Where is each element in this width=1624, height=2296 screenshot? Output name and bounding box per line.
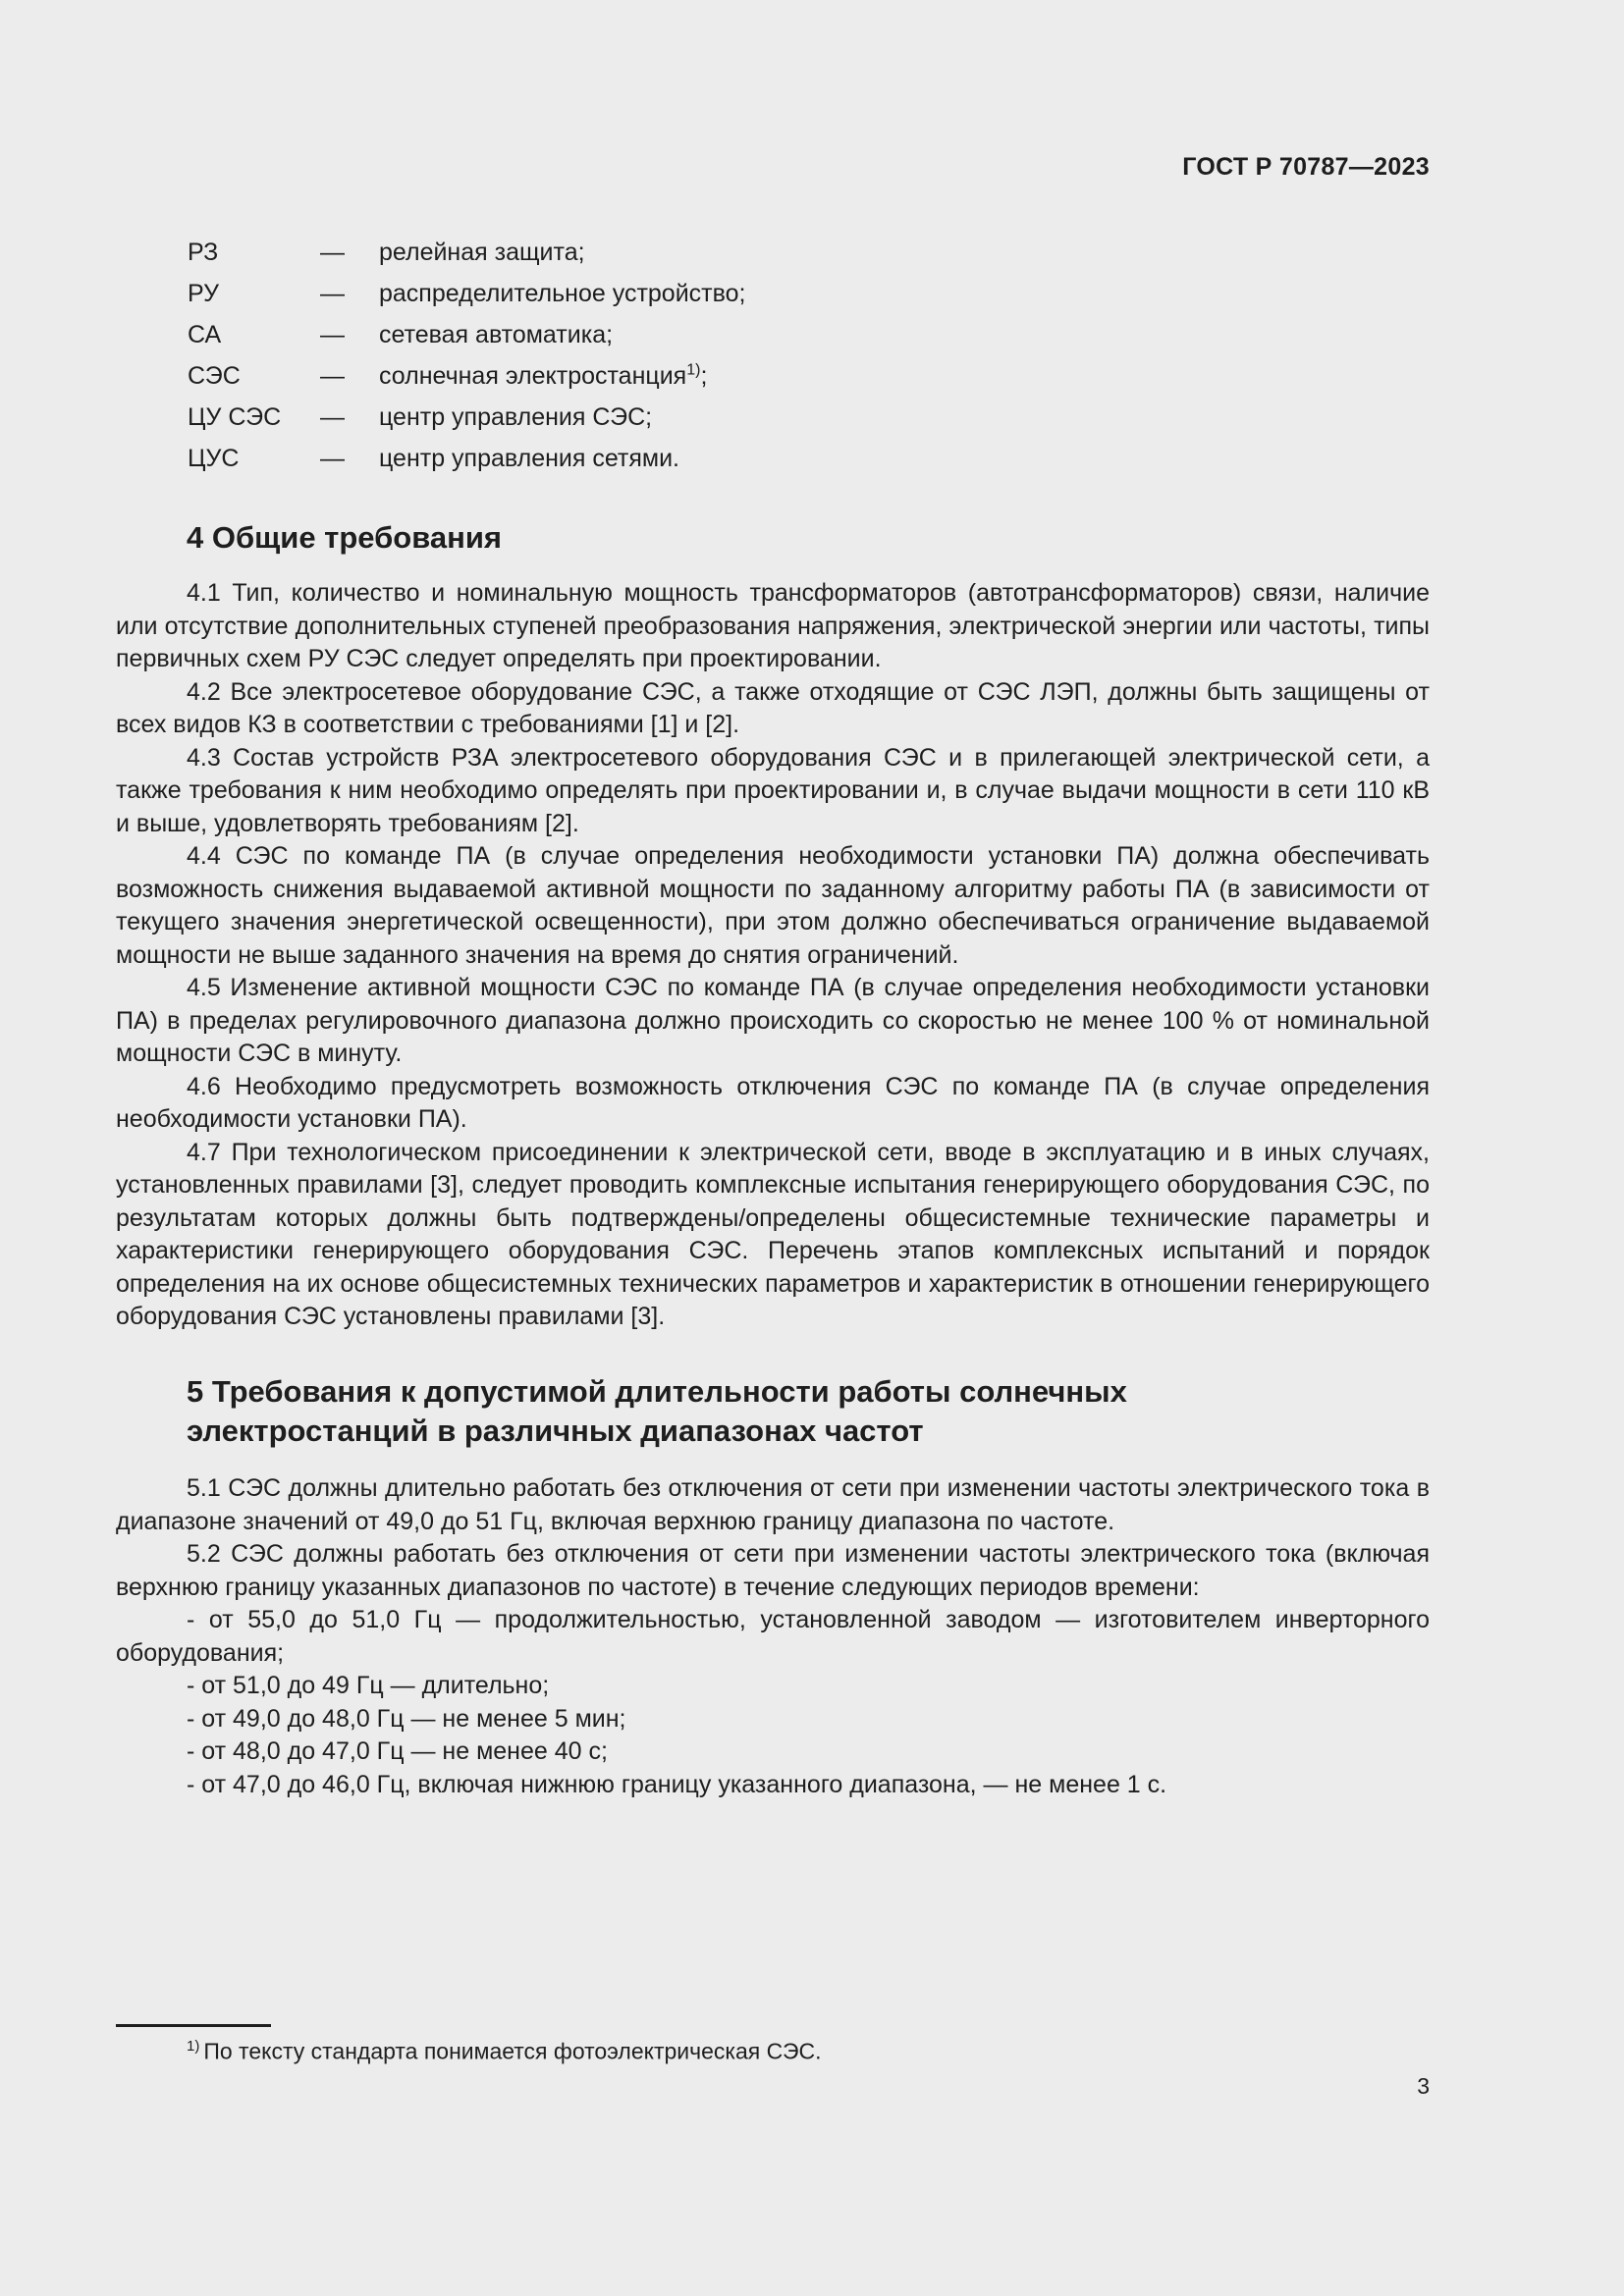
abbreviation-definition: релейная защита;: [379, 239, 585, 266]
abbreviation-term: РУ: [188, 280, 220, 307]
footnote-marker: 1): [187, 2038, 200, 2055]
abbreviation-definition: солнечная электростанция: [379, 362, 687, 390]
abbreviation-term: СЭС: [188, 362, 241, 390]
paragraph-4-6: 4.6 Необходимо предусмотреть возможность отключения СЭС по команде ПА (в случае определения необходимости установки ПА).: [116, 1072, 1430, 1133]
abbreviation-row: [188, 361, 745, 402]
abbreviation-definition: центр управления СЭС;: [379, 403, 653, 431]
paragraph-4-5: 4.5 Изменение активной мощности СЭС по команде ПА (в случае определения необходимости установки ПА) в пределах регулировочного диапазона должно происходить со скоростью не менее 100 % от номинальной мощности СЭС в минуту.: [116, 974, 1430, 1067]
abbreviation-row: [188, 402, 745, 444]
frequency-range-item: - от 48,0 до 47,0 Гц — не менее 40 с;: [187, 1737, 608, 1765]
abbreviation-dash: —: [320, 403, 345, 431]
abbreviation-dash: —: [320, 280, 345, 307]
paragraph-5-1: 5.1 СЭС должны длительно работать без отключения от сети при изменении частоты электрического тока в диапазоне значений от 49,0 до 51 Гц, включая верхнюю границу диапазона по частоте.: [116, 1474, 1430, 1535]
paragraph-4-2: 4.2 Все электросетевое оборудование СЭС, а также отходящие от СЭС ЛЭП, должны быть защищены от всех видов КЗ в соответствии с требованиями [1] и [2].: [116, 677, 1430, 738]
frequency-range-item: - от 47,0 до 46,0 Гц, включая нижнюю границу указанного диапазона, — не менее 1 с.: [187, 1770, 1167, 1798]
paragraph-4-4: 4.4 СЭС по команде ПА (в случае определения необходимости установки ПА) должна обеспечивать возможность снижения выдаваемой активной мощности по заданному алгоритму работы ПА (в зависимости от текущего значения энергетической освещенности), при этом должно обеспечиваться ограничение выдаваемой мощности не выше заданного значения на время до снятия ограничений.: [116, 842, 1430, 969]
abbreviation-list: [188, 238, 745, 485]
abbreviation-dash: —: [320, 445, 345, 472]
document-id-header: ГОСТ Р 70787—2023: [1182, 153, 1430, 181]
frequency-range-item: - от 51,0 до 49 Гц — длительно;: [187, 1672, 550, 1699]
section-4-title: 4 Общие требования: [187, 520, 502, 555]
footnote: [187, 2031, 821, 2067]
abbreviation-row: [188, 279, 745, 320]
abbreviation-dash: —: [320, 321, 345, 348]
paragraph-4-1: 4.1 Тип, количество и номинальную мощность трансформаторов (автотрансформаторов) связи, наличие или отсутствие дополнительных ступеней преобразования напряжения, электрической энергии или частоты, типы первичных схем РУ СЭС следует определять при проектировании.: [116, 579, 1430, 672]
abbreviation-row: [188, 238, 745, 279]
paragraph-4-3: 4.3 Состав устройств РЗА электросетевого оборудования СЭС и в прилегающей электрической сети, а также требования к ним необходимо определять при проектировании и, в случае выдачи мощности в сети 110 кВ и выше, удовлетворять требованиям [2].: [116, 743, 1430, 837]
abbreviation-row: [188, 444, 745, 485]
frequency-range-item: - от 55,0 до 51,0 Гц — продолжительностью, установленной заводом — изготовителем инверторного оборудования;: [116, 1606, 1430, 1667]
section-4: [116, 518, 1430, 1334]
page-number: 3: [1417, 2073, 1430, 2099]
footnote-reference: 1): [686, 361, 701, 379]
abbreviation-definition-tail: ;: [700, 362, 708, 390]
paragraph-4-7: 4.7 При технологическом присоединении к электрической сети, вводе в эксплуатацию и в иных случаях, установленных правилами [3], следует проводить комплексные испытания генерирующего оборудования СЭС, по результатам которых должны быть подтверждены/определены общесистемные технические параметры и характеристики генерирующего оборудования СЭС. Перечень этапов комплексных испытаний и порядок определения на их основе общесистемных технических параметров и характеристик в отношении генерирующего оборудования СЭС установлены правилами [3].: [116, 1138, 1430, 1330]
abbreviation-row: [188, 320, 745, 361]
footnote-separator: [116, 2024, 271, 2027]
abbreviation-dash: —: [320, 362, 345, 390]
abbreviation-definition: сетевая автоматика;: [379, 321, 614, 348]
frequency-range-item: - от 49,0 до 48,0 Гц — не менее 5 мин;: [187, 1704, 626, 1733]
abbreviation-term: ЦУС: [188, 445, 240, 472]
abbreviation-dash: —: [320, 239, 345, 266]
section-5-title-line-1: 5 Требования к допустимой длительности работы солнечных: [187, 1374, 1127, 1409]
paragraph-5-2: 5.2 СЭС должны работать без отключения от сети при изменении частоты электрического тока (включая верхнюю границу указанных диапазонов по частоте) в течение следующих периодов времени:: [116, 1540, 1430, 1601]
abbreviation-definition: распределительное устройство;: [379, 280, 746, 307]
section-5: [116, 1372, 1430, 1801]
abbreviation-term: СА: [188, 321, 222, 348]
footnote-text: По тексту стандарта понимается фотоэлектрическая СЭС.: [203, 2038, 822, 2064]
abbreviation-definition: центр управления сетями.: [379, 445, 680, 472]
abbreviation-term: РЗ: [188, 239, 219, 266]
abbreviation-definition-with-footnote: [379, 361, 707, 402]
section-5-title-line-2: электростанций в различных диапазонах частот: [187, 1414, 924, 1448]
abbreviation-term: ЦУ СЭС: [188, 403, 282, 431]
